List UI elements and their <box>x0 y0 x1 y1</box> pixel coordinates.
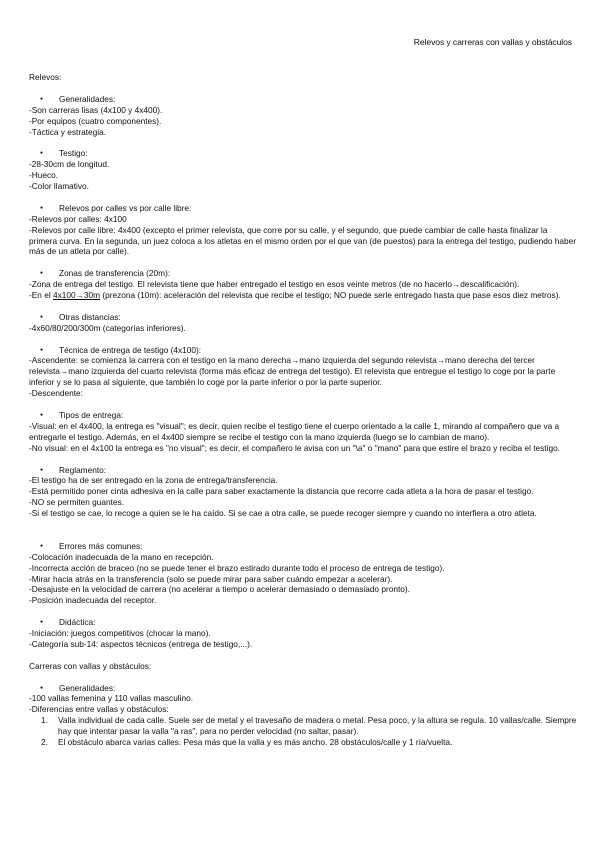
underlined-text: 4x100→30m <box>52 290 101 301</box>
text-line: -Relevos por calles: 4x100 <box>29 213 127 224</box>
item-number: 1. <box>41 715 48 726</box>
text-line: -Son carreras lisas (4x100 y 4x400). <box>29 104 163 115</box>
text-line: -Hueco. <box>29 170 59 181</box>
bullet-errores: ● Errores más comunes: <box>29 541 577 552</box>
text-paragraph: -Si el testigo se cae, lo recoge a quien se le ha caído. Si se cae a otra calle, se puede recoger siempre y cuando no interfiera a otro atleta. <box>29 508 537 519</box>
text-line: -El testigo ha de ser entregado en la zona de entrega/transferencia. <box>29 475 278 486</box>
bullet-tipos-entrega: ● Tipos de entrega: <box>29 410 577 421</box>
item-text: Valla individual de cada calle. Suele ser de metal y el travesaño de madera o metal. Pesa poco, y la altura se regula. 10 vallas/calle. Siempre hay que intentar pasar la valla "a ras", para no perder velocidad (no saltar, pasar). <box>58 715 577 737</box>
numbered-item <box>29 737 577 748</box>
item-text: El obstáculo abarca varias calles. Pesa más que la valla y es más ancho. 28 obstáculos/calle y 1 ría/vuelta. <box>58 737 453 748</box>
text-paragraph: -Ascendente: se comienza la carrera con el testigo en la mano derecha→mano izquierda del segundo relevista→mano derecha del tercer relevista→mano izquierda del cuarto relevista (forma más eficaz de entrega del testigo). El relevista que entregue el testigo lo coge por la parte inferior y se lo pasa al siguiente, que también lo coge por la parte inferior o por la parte superior. <box>29 355 556 388</box>
text-line: -Posición inadecuada del receptor. <box>29 595 157 606</box>
text-line: -Mirar hacia atrás en la transferencia (solo se puede mirar para saber cuándo empezar a acelerar). <box>29 573 393 584</box>
text-line: -Iniciación: juegos competitivos (chocar la mano). <box>29 628 211 639</box>
bullet-tecnica: ● Técnica de entrega de testigo (4x100): <box>29 345 577 356</box>
text-paragraph: -Relevos por calle libre: 4x400 (excepto el primer relevista, que corre por su calle, y el segundo, que puede cambiar de calle hasta finalizar la primera curva. En la segunda, un juez coloca a los atletas en el mismo orden por el que van (de puestos) para la entrega del testigo, pudiendo haber más de un atleta por calle). <box>29 224 577 257</box>
text-paragraph: -Zona de entrega del testigo. El relevista tiene que haber entregado el testigo en esos veinte metros (de no hacerlo→descalificación). <box>29 279 520 290</box>
text-line: -Descendente: <box>29 388 83 399</box>
bullet-otras-distancias: ● Otras distancias: <box>29 312 577 323</box>
item-number: 2. <box>41 737 48 748</box>
bullet-testigo: ● Testigo: <box>29 148 577 159</box>
bullet-generalidades-vallas: ● Generalidades: <box>29 683 577 694</box>
section-heading-vallas: Carreras con vallas y obstáculos: <box>29 660 152 671</box>
text-line: -NO se permiten guantes. <box>29 497 124 508</box>
text-line: -Desajuste en la velocidad de carrera (no acelerar a tiempo o acelerar demasiado o demasiado pronto). <box>29 584 410 595</box>
bullet-calles: ● Relevos por calles vs por calle libre: <box>29 203 577 214</box>
text-line: -Incorrecta acción de braceo (no se puede tener el brazo estirado durante todo el proceso de entrega de testigo). <box>29 562 445 573</box>
text-line: -100 vallas femenina y 110 vallas masculino. <box>29 693 194 704</box>
numbered-item <box>29 715 577 737</box>
text-paragraph: -No visual: en el 4x100 la entrega es "no visual"; es decir, el compañero le avisa con un "\a" o "mano" para que estire el brazo y reciba el testigo. <box>29 442 560 453</box>
text-paragraph: -Está permitido poner cinta adhesiva en la calle para saber exactamente la distancia que recorre cada atleta a la hora de pasar el testigo. <box>29 486 534 497</box>
section-heading-relevos: Relevos: <box>29 72 62 82</box>
bullet-zonas: ● Zonas de transferencia (20m): <box>29 268 577 279</box>
bullet-reglamento: ● Reglamento: <box>29 465 577 476</box>
text-paragraph <box>29 290 577 301</box>
text-line: -28-30cm de longitud. <box>29 159 110 170</box>
document-body <box>29 72 577 748</box>
bullet-generalidades: ● Generalidades: <box>29 94 577 105</box>
text-line: -Colocación inadecuada de la mano en recepción. <box>29 551 214 562</box>
text-line: -Categoría sub-14: aspectos técnicos (entrega de testigo,...). <box>29 638 253 649</box>
bullet-didactica: ● Didáctica: <box>29 617 577 628</box>
text-line: -4x60/80/200/300m (categorías inferiores). <box>29 322 186 333</box>
text-line: -Por equipos (cuatro componentes). <box>29 115 162 126</box>
text-paragraph: -Visual: en el 4x400, la entrega es "visual"; es decir, quien recibe el testigo tiene el cuerpo orientado a la calle 1, mirando al compañero que va a entregarle el testigo. Además, en el 4x400 siempre se recibe el testigo con la mano izquierda (luego se lo cambian de mano). <box>29 420 560 442</box>
text-line: -Color llamativo. <box>29 181 89 192</box>
page-header: Relevos y carreras con vallas y obstáculos <box>413 37 572 47</box>
text-line: -Diferencias entre vallas y obstáculos: <box>29 704 169 715</box>
text-span: (prezona (10m): aceleración del relevista que recibe el testigo; NO puede serle entregado hasta que pase esos diez metros). <box>100 290 561 301</box>
text-span: -En el <box>29 290 53 301</box>
text-line: -Táctica y estrategia. <box>29 126 107 137</box>
